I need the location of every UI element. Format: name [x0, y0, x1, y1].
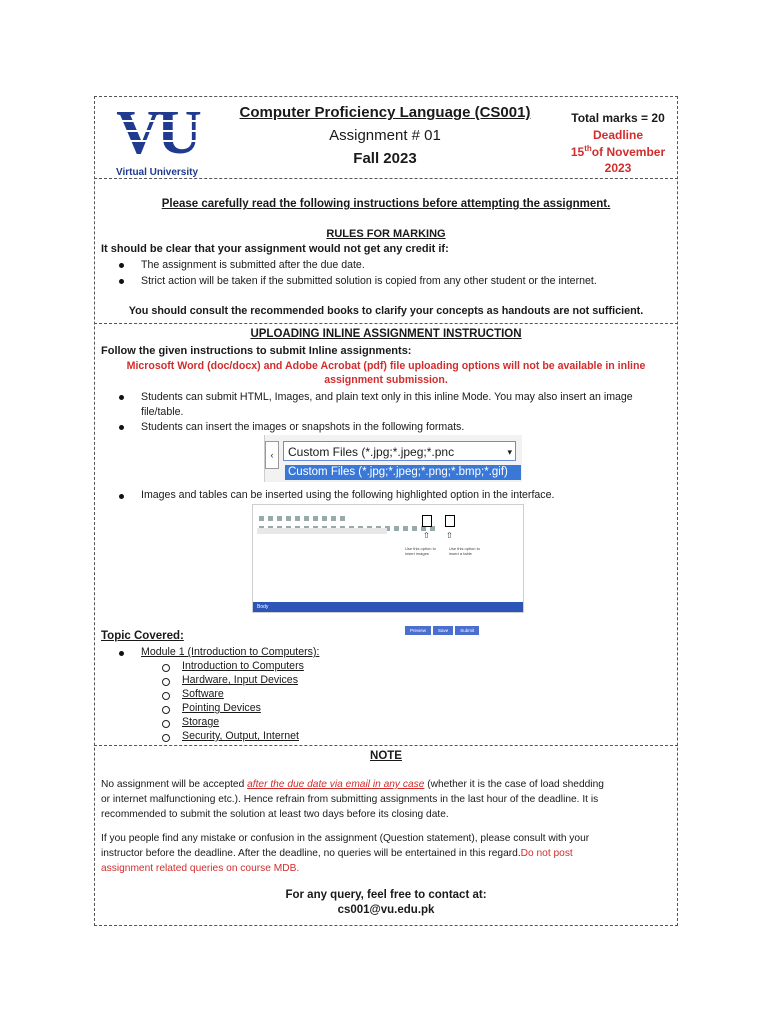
editor-note-table: Use this option to insert a table [449, 546, 480, 556]
topic-item: Storage [182, 716, 220, 728]
arrow-up-icon: ⇧ [423, 531, 430, 540]
topic-item: Software [182, 688, 224, 700]
svg-text:VU: VU [116, 101, 198, 161]
rule-item: Strict action will be taken if the submitted solution is copied from any other student or the internet. [141, 275, 597, 287]
upload-item-3: Images and tables can be inserted using the following highlighted option in the interface. [141, 489, 555, 501]
note-p1-line2: or internet malfunctioning etc.). Hence refrain from submitting assignments in the last hour of the deadline. It is [101, 794, 599, 805]
preview-button[interactable]: Preview [405, 626, 431, 635]
topic-item: Pointing Devices [182, 702, 261, 714]
sub-bullet [162, 678, 170, 686]
section-divider [94, 323, 678, 324]
topics-heading: Topic Covered: [101, 630, 184, 642]
deadline-date: 15thof November [570, 144, 666, 159]
sub-bullet [162, 664, 170, 672]
deadline-label: Deadline [592, 128, 643, 142]
insert-table-icon[interactable] [445, 515, 455, 527]
note-p2-line2: instructor before the deadline. After the deadline, no queries will be entertained in this regard.Do not post [101, 848, 573, 859]
instructions-heading: Please carefully read the following instructions before attempting the assignment. [161, 198, 611, 210]
topic-module: Module 1 (Introduction to Computers): [141, 646, 320, 658]
file-type-select[interactable]: Custom Files (*.jpg;*.jpeg;*.pnc ▾ [283, 441, 516, 461]
editor-toolbar-row-2 [257, 518, 497, 525]
bullet [119, 395, 124, 400]
consult-note: You should consult the recommended books to clarify your concepts as handouts are not sufficient. [128, 305, 644, 317]
editor-status-bar: Body [253, 602, 523, 612]
upload-warning-2: assignment submission. [324, 374, 448, 386]
bullet [119, 425, 124, 430]
assignment-number: Assignment # 01 [329, 127, 441, 144]
note-p1-line1: No assignment will be accepted after the due date via email in any case (whether it is the case of load shedding [101, 779, 604, 790]
note-p1-line3: recommended to submit the solution at least two days before its closing date. [101, 809, 449, 820]
arrow-up-icon: ⇧ [446, 531, 453, 540]
upload-heading: UPLOADING INLINE ASSIGNMENT INSTRUCTION [250, 328, 522, 340]
editor-note-image: Use this option to insert images [405, 546, 436, 556]
bullet [119, 651, 124, 656]
insert-image-icon[interactable] [422, 515, 432, 527]
submit-button[interactable]: Submit [455, 626, 479, 635]
file-type-screenshot [264, 435, 522, 482]
logo-caption: Virtual University [115, 167, 199, 178]
note-p2-line3: assignment related queries on course MDB. [101, 863, 300, 874]
sub-bullet [162, 720, 170, 728]
topic-item: Security, Output, Internet [182, 730, 299, 742]
rules-intro: It should be clear that your assignment would not get any credit if: [101, 243, 449, 255]
bullet [119, 494, 124, 499]
section-divider [94, 745, 678, 746]
topic-item: Hardware, Input Devices [182, 674, 298, 686]
upload-warning-1: Microsoft Word (doc/docx) and Adobe Acrobat (pdf) file uploading options will not be available in inline [126, 360, 646, 372]
upload-item-1: Students can submit HTML, Images, and plain text only in this inline Mode. You may also insert an image [141, 391, 633, 403]
term: Fall 2023 [353, 150, 417, 167]
note-heading: NOTE [370, 750, 402, 762]
topic-item: Introduction to Computers [182, 660, 304, 672]
contact-email[interactable]: cs001@vu.edu.pk [337, 904, 435, 916]
deadline-year: 2023 [604, 161, 632, 175]
sub-bullet [162, 706, 170, 714]
editor-format-row [257, 528, 387, 534]
file-type-option[interactable]: Custom Files (*.jpg;*.jpeg;*.png;*.bmp;*.gif) [285, 465, 521, 480]
header-divider [94, 178, 678, 179]
bullet [119, 279, 124, 284]
editor-screenshot [252, 504, 524, 613]
vu-logo [104, 101, 210, 176]
sub-bullet [162, 692, 170, 700]
upload-item-1-cont: file/table. [141, 406, 184, 418]
bullet [119, 263, 124, 268]
upload-intro: Follow the given instructions to submit Inline assignments: [101, 345, 412, 357]
chevron-left-icon: ‹ [265, 441, 279, 469]
course-title: Computer Proficiency Language (CS001) [239, 104, 531, 121]
chevron-down-icon: ▾ [507, 447, 512, 457]
editor-buttons [405, 619, 479, 633]
rule-item: The assignment is submitted after the due date. [141, 259, 365, 271]
upload-item-2: Students can insert the images or snapshots in the following formats. [141, 421, 465, 433]
rules-heading: RULES FOR MARKING [326, 228, 446, 240]
note-p2-line1: If you people find any mistake or confusion in the assignment (Question statement), please consult with your [101, 833, 590, 844]
contact-label: For any query, feel free to contact at: [285, 889, 487, 901]
total-marks: Total marks = 20 [571, 111, 665, 125]
save-button[interactable]: Save [433, 626, 453, 635]
sub-bullet [162, 734, 170, 742]
editor-toolbar-row-1 [257, 508, 377, 515]
